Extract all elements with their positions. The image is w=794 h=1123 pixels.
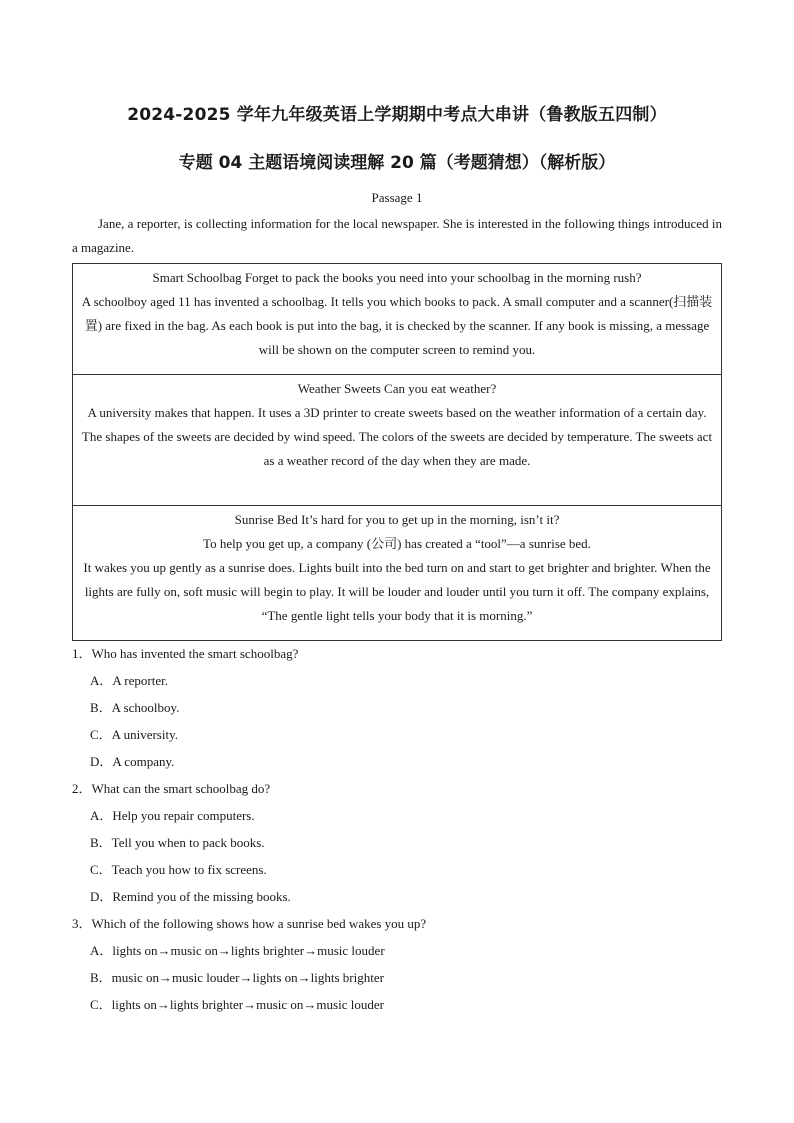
ad-cell-bed [73,506,722,641]
option: C．lights on→lights brighter→music on→music louder [90,997,384,1012]
ad-line: Weather Sweets Can you eat weather? [297,381,497,396]
question-1: 1．Who has invented the smart schoolbag? [72,646,299,661]
option: C．A university. [90,727,178,742]
ad-line: Sunrise Bed It’s hard for you to get up in the morning, isn’t it? [234,512,560,527]
ad-line: It wakes you up gently as a sunrise does. Lights built into the bed turn on and start to get brighter and brighter. When the lights are fully on, soft music will begin to play. It will be louder and louder until you turn it off. The company explains, “The gentle light tells your body that it is morning.” [83,560,711,623]
passage-label: Passage 1 [371,190,423,205]
option: C．Teach you how to fix screens. [90,862,267,877]
option: A．lights on→music on→lights brighter→music louder [90,943,385,958]
document-title: 2024-2025 学年九年级英语上学期期中考点大串讲（鲁教版五四制） [127,105,667,125]
ad-line: A schoolboy aged 11 has invented a schoolbag. It tells you which books to pack. A small computer and a scanner(扫描装置) are fixed in the bag. As each book is put into the bag, it is checked by the scanner. If any book is missing, a message will be shown on the computer screen to remind you. [81,294,713,357]
ad-row-sweets [73,375,722,506]
option: A．A reporter. [90,673,168,688]
option: B．A schoolboy. [90,700,180,715]
ad-cell-schoolbag [73,264,722,375]
ads-table [72,263,722,641]
ad-line: To help you get up, a company (公司) has created a “tool”—a sunrise bed. [203,536,591,551]
option: A．Help you repair computers. [90,808,255,823]
ad-row-schoolbag [73,264,722,375]
ad-line: A university makes that happen. It uses a 3D printer to create sweets based on the weather information of a certain day. [87,405,707,420]
option: B．Tell you when to pack books. [90,835,265,850]
ad-cell-sweets [73,375,722,506]
option: D．A company. [90,754,175,769]
ad-line: The shapes of the sweets are decided by wind speed. The colors of the sweets are decided by temperature. The sweets act as a weather record of the day when they are made. [81,429,713,468]
ad-row-bed [73,506,722,641]
document-subtitle: 专题 04 主题语境阅读理解 20 篇（考题猜想）（解析版） [178,153,616,173]
option: B．music on→music louder→lights on→lights brighter [90,970,384,985]
question-3: 3．Which of the following shows how a sunrise bed wakes you up? [72,916,427,931]
question-2: 2．What can the smart schoolbag do? [72,781,271,796]
ad-line: Smart Schoolbag Forget to pack the books you need into your schoolbag in the morning rush? [152,270,642,285]
option: D．Remind you of the missing books. [90,889,291,904]
passage-intro: Jane, a reporter, is collecting information for the local newspaper. She is interested in the following things introduced in a magazine. [72,216,722,255]
questions-section [72,640,722,1018]
